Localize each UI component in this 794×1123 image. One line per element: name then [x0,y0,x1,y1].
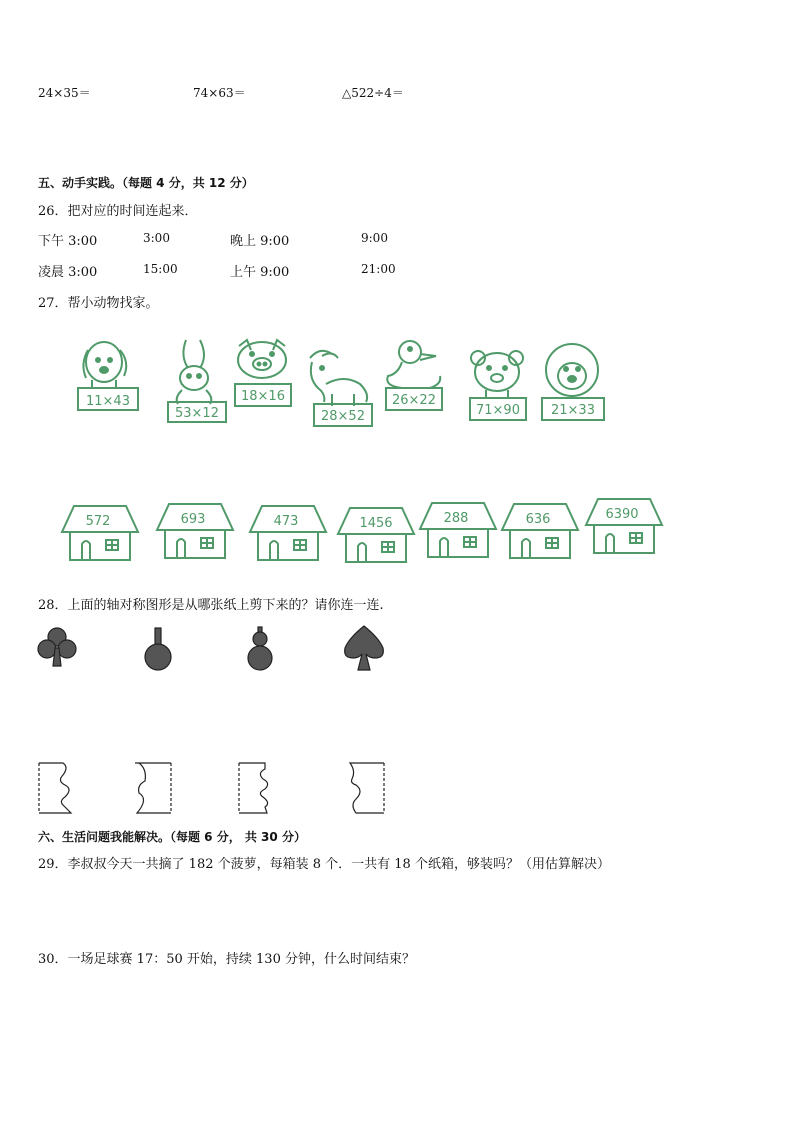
section6-heading: 六、生活问题我能解决。（每题 6 分， 共 30 分） [38,830,306,844]
calc-2: 74×63＝ [193,86,246,100]
monkey-icon [538,342,608,424]
house [418,501,498,561]
house [60,504,140,564]
calc-3: △522÷4＝ [342,86,404,100]
house-number: 572 [85,514,111,529]
house [336,506,416,566]
time-label: 3:00 [143,231,170,245]
calc-1: 24×35＝ [38,86,91,100]
bear-icon [466,346,530,426]
pig-icon [231,336,295,412]
time-label: 上午 9:00 [230,265,290,280]
animal-expr: 21×33 [551,403,595,418]
goat-icon [304,344,376,430]
spade-icon [341,624,387,672]
time-label: 凌晨 3:00 [38,265,98,280]
q26-prompt: 26．把对应的时间连起来． [38,204,198,219]
rabbit-icon [164,336,228,426]
q30-text: 30．一场足球赛 17：50 开始，持续 130 分钟，什么时间结束？ [38,952,415,967]
house-number: 1456 [359,516,393,531]
house-number: 473 [273,514,299,529]
house-number: 288 [443,511,469,526]
time-label: 晚上 9:00 [230,234,290,249]
house-number: 636 [525,512,551,527]
cut-paper-c [237,761,277,815]
cut-paper-d [346,761,386,815]
animal-expr: 18×16 [241,389,285,404]
cut-paper-a [37,761,77,815]
q27-prompt: 27．帮小动物找家。 [38,296,159,311]
q29-text: 29．李叔叔今天一共摘了 182 个菠萝，每箱装 8 个．一共有 18 个纸箱，够装吗？（用估算解决） [38,857,610,872]
pin-icon [141,626,175,672]
gourd-icon [243,626,277,672]
animal-expr: 71×90 [476,403,520,418]
house [155,502,235,562]
house-number: 693 [180,512,206,527]
time-label: 21:00 [361,262,396,276]
section5-heading: 五、动手实践。（每题 4 分，共 12 分） [38,176,254,190]
q28-prompt: 28．上面的轴对称图形是从哪张纸上剪下来的？请你连一连. [38,598,384,613]
animal-expr: 26×22 [392,393,436,408]
house-number: 6390 [605,507,639,522]
animal-expr: 53×12 [175,406,219,421]
cut-paper-b [133,761,173,815]
time-label: 15:00 [143,262,178,276]
house [584,497,664,557]
dog-icon [74,336,144,416]
duck-icon [380,336,448,414]
club-icon [37,626,77,670]
house [248,504,328,564]
animal-expr: 11×43 [86,394,130,409]
time-label: 下午 3:00 [38,234,98,249]
house [500,502,580,562]
time-label: 9:00 [361,231,388,245]
animal-expr: 28×52 [321,409,365,424]
